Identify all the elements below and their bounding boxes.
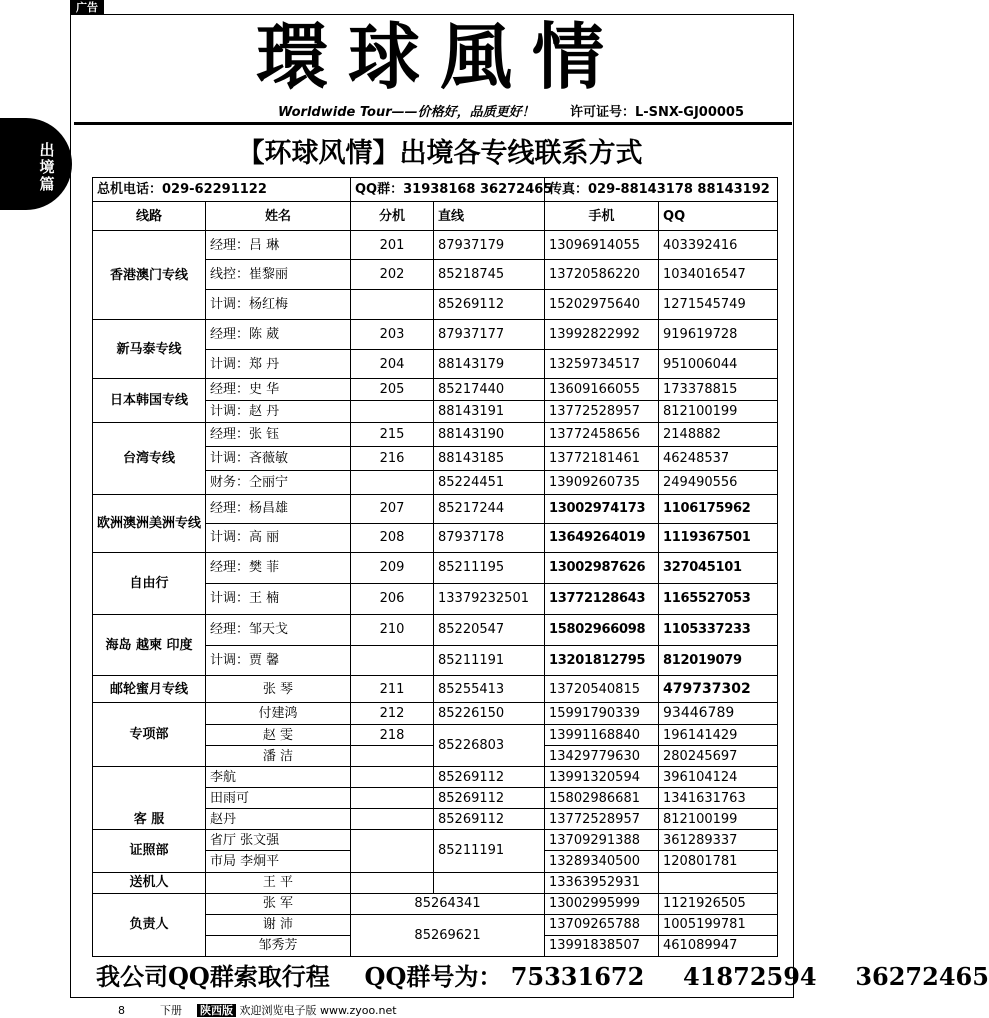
row-qq: 951006044 — [659, 350, 778, 379]
row-mobile: 13201812795 — [545, 646, 659, 676]
row-qq: 1106175962 — [659, 494, 778, 523]
row-ext: 205 — [351, 379, 434, 401]
row-mobile: 13002974173 — [545, 494, 659, 523]
row-name: 经理：史 华 — [206, 379, 351, 401]
col-mobile: 手机 — [545, 202, 659, 231]
row-name: 经理：陈 葳 — [206, 320, 351, 350]
row-mobile: 13429779630 — [545, 746, 659, 767]
qq-banner-text: 我公司QQ群索取行程 — [96, 962, 330, 991]
row-name: 潘 洁 — [206, 746, 351, 767]
brand-logo: 環球風情 — [255, 14, 624, 99]
volume-label: 下册 — [160, 1004, 182, 1017]
page-number: 8 — [118, 1004, 125, 1017]
row-qq: 1105337233 — [659, 614, 778, 645]
col-ext: 分机 — [351, 202, 434, 231]
fax: 传真：029-88143178 88143192 — [545, 178, 778, 202]
ad-label: 广告 — [70, 0, 104, 15]
row-ext: 211 — [351, 676, 434, 703]
route-free: 自由行 — [93, 552, 206, 614]
row-qq: 1005199781 — [659, 914, 778, 935]
row-ext: 208 — [351, 523, 434, 552]
row-mobile: 13772528957 — [545, 401, 659, 422]
row-qq: 812100199 — [659, 401, 778, 422]
route-xmt: 新马泰专线 — [93, 320, 206, 379]
row-line: 88143179 — [434, 350, 545, 379]
row-qq: 461089947 — [659, 935, 778, 956]
row-line: 85269112 — [434, 290, 545, 320]
row-qq: 46248537 — [659, 446, 778, 470]
row-ext — [351, 401, 434, 422]
row-ext — [351, 830, 434, 872]
table-row — [93, 379, 778, 401]
row-qq: 1341631763 — [659, 788, 778, 809]
row-ext: 203 — [351, 320, 434, 350]
row-ext: 209 — [351, 552, 434, 583]
route-island: 海岛 越柬 印度 — [93, 614, 206, 675]
row-name: 计调：吝薇敏 — [206, 446, 351, 470]
row-ext: 218 — [351, 725, 434, 746]
row-qq: 479737302 — [659, 676, 778, 703]
row-line: 85269621 — [351, 914, 545, 956]
row-line: 85255413 — [434, 676, 545, 703]
row-mobile: 13259734517 — [545, 350, 659, 379]
slogan: Worldwide Tour——价格好，品质更好！ — [278, 105, 535, 120]
row-name: 张 军 — [206, 893, 351, 914]
footer-link[interactable]: 欢迎浏览电子版 www.zyoo.net — [239, 1004, 397, 1017]
row-line: 85224451 — [434, 470, 545, 494]
row-line: 88143190 — [434, 422, 545, 446]
row-line: 85264341 — [351, 893, 545, 914]
qq-number: 36272465 — [855, 962, 989, 991]
row-qq: 361289337 — [659, 830, 778, 851]
row-line: 85211191 — [434, 646, 545, 676]
row-ext — [351, 290, 434, 320]
license-number: 许可证号：L-SNX-GJ00005 — [570, 105, 745, 120]
row-line — [434, 872, 545, 893]
row-name: 省厅 张文强 — [206, 830, 351, 851]
row-mobile: 13289340500 — [545, 851, 659, 872]
row-name: 经理：杨昌雄 — [206, 494, 351, 523]
row-name: 赵丹 — [206, 809, 351, 830]
row-line: 85269112 — [434, 767, 545, 788]
row-mobile: 13720586220 — [545, 260, 659, 290]
row-ext — [351, 767, 434, 788]
row-ext — [351, 646, 434, 676]
row-ext: 215 — [351, 422, 434, 446]
row-name: 计调：郑 丹 — [206, 350, 351, 379]
row-line: 85226803 — [434, 725, 545, 767]
row-name: 计调：高 丽 — [206, 523, 351, 552]
route-cruise: 邮轮蜜月专线 — [93, 676, 206, 703]
row-name: 经理：吕 琳 — [206, 231, 351, 260]
row-name: 赵 雯 — [206, 725, 351, 746]
row-qq: 396104124 — [659, 767, 778, 788]
row-name: 经理：张 钰 — [206, 422, 351, 446]
row-qq: 1165527053 — [659, 583, 778, 614]
col-line: 直线 — [434, 202, 545, 231]
row-ext: 216 — [351, 446, 434, 470]
qq-number: 75331672 — [510, 962, 645, 991]
table-row — [93, 676, 778, 703]
row-name: 谢 沛 — [206, 914, 351, 935]
row-mobile: 13096914055 — [545, 231, 659, 260]
row-ext — [351, 470, 434, 494]
row-mobile: 13363952931 — [545, 872, 659, 893]
row-ext: 206 — [351, 583, 434, 614]
row-name: 计调：王 楠 — [206, 583, 351, 614]
row-mobile: 13002987626 — [545, 552, 659, 583]
row-line: 85226150 — [434, 703, 545, 725]
row-qq: 93446789 — [659, 703, 778, 725]
route-hk: 香港澳门专线 — [93, 231, 206, 320]
row-line: 88143185 — [434, 446, 545, 470]
qq-number: 41872594 — [683, 962, 817, 991]
row-qq: 919619728 — [659, 320, 778, 350]
row-line: 87937177 — [434, 320, 545, 350]
row-ext: 212 — [351, 703, 434, 725]
row-mobile: 13909260735 — [545, 470, 659, 494]
row-name: 经理：樊 菲 — [206, 552, 351, 583]
row-qq: 280245697 — [659, 746, 778, 767]
row-mobile: 13772458656 — [545, 422, 659, 446]
row-mobile: 13720540815 — [545, 676, 659, 703]
row-qq: 173378815 — [659, 379, 778, 401]
row-name: 计调：杨红梅 — [206, 290, 351, 320]
table-row — [93, 231, 778, 260]
route-chief: 负责人 — [93, 893, 206, 956]
row-ext — [351, 746, 434, 767]
row-name: 张 琴 — [206, 676, 351, 703]
row-name: 李航 — [206, 767, 351, 788]
row-qq: 327045101 — [659, 552, 778, 583]
row-ext — [351, 809, 434, 830]
masthead-tagline — [278, 101, 745, 120]
route-airport: 送机人 — [93, 872, 206, 893]
row-line: 13379232501 — [434, 583, 545, 614]
table-row — [93, 320, 778, 350]
row-mobile: 13609166055 — [545, 379, 659, 401]
row-name: 付建鸿 — [206, 703, 351, 725]
row-ext: 204 — [351, 350, 434, 379]
row-mobile: 13709291388 — [545, 830, 659, 851]
col-qq: QQ — [659, 202, 778, 231]
table-row — [93, 552, 778, 583]
row-ext: 207 — [351, 494, 434, 523]
route-special: 专项部 — [93, 703, 206, 767]
row-line: 85220547 — [434, 614, 545, 645]
row-line: 85217440 — [434, 379, 545, 401]
table-row — [93, 893, 778, 914]
table-row — [93, 614, 778, 645]
row-name: 经理：邹天戈 — [206, 614, 351, 645]
table-row — [93, 830, 778, 851]
row-mobile: 13992822992 — [545, 320, 659, 350]
row-ext: 201 — [351, 231, 434, 260]
table-row — [93, 767, 778, 788]
row-qq: 403392416 — [659, 231, 778, 260]
contact-table — [92, 177, 778, 957]
header-row — [93, 202, 778, 231]
row-qq: 1119367501 — [659, 523, 778, 552]
row-qq: 249490556 — [659, 470, 778, 494]
route-service: 客 服 — [93, 767, 206, 830]
row-mobile: 15802966098 — [545, 614, 659, 645]
row-qq: 120801781 — [659, 851, 778, 872]
qq-banner-label: QQ群号为： — [364, 962, 503, 991]
row-mobile: 13772128643 — [545, 583, 659, 614]
row-qq — [659, 872, 778, 893]
row-name: 计调：贾 馨 — [206, 646, 351, 676]
masthead-rule — [74, 122, 792, 125]
row-qq: 2148882 — [659, 422, 778, 446]
row-line: 85211195 — [434, 552, 545, 583]
row-mobile: 13772181461 — [545, 446, 659, 470]
row-mobile: 15202975640 — [545, 290, 659, 320]
row-line: 85211191 — [434, 830, 545, 872]
row-name: 田雨可 — [206, 788, 351, 809]
row-name: 财务：仝丽宁 — [206, 470, 351, 494]
row-qq: 1271545749 — [659, 290, 778, 320]
edition-badge: 陕西版 — [197, 1004, 236, 1017]
col-route: 线路 — [93, 202, 206, 231]
row-mobile: 15802986681 — [545, 788, 659, 809]
row-mobile: 13649264019 — [545, 523, 659, 552]
row-mobile: 13991168840 — [545, 725, 659, 746]
table-row — [93, 872, 778, 893]
route-tw: 台湾专线 — [93, 422, 206, 494]
section-tab-label: 出境篇 — [39, 141, 55, 193]
row-line: 85217244 — [434, 494, 545, 523]
table-row — [93, 703, 778, 725]
qq-group: QQ群：31938168 36272465 — [351, 178, 545, 202]
row-name: 线控：崔黎丽 — [206, 260, 351, 290]
row-ext: 202 — [351, 260, 434, 290]
row-name: 市局 李炯平 — [206, 851, 351, 872]
row-line: 87937179 — [434, 231, 545, 260]
row-qq: 1034016547 — [659, 260, 778, 290]
route-eu: 欧洲澳洲美洲专线 — [93, 494, 206, 552]
section-tab[interactable] — [0, 118, 72, 210]
info-row — [93, 178, 778, 202]
row-ext — [351, 872, 434, 893]
row-name: 王 平 — [206, 872, 351, 893]
route-jk: 日本韩国专线 — [93, 379, 206, 422]
row-ext — [351, 788, 434, 809]
row-mobile: 13772528957 — [545, 809, 659, 830]
row-ext: 210 — [351, 614, 434, 645]
row-mobile: 13991320594 — [545, 767, 659, 788]
row-line: 88143191 — [434, 401, 545, 422]
row-qq: 812100199 — [659, 809, 778, 830]
row-name: 计调：赵 丹 — [206, 401, 351, 422]
row-line: 85269112 — [434, 788, 545, 809]
row-mobile: 13002995999 — [545, 893, 659, 914]
row-name: 邹秀芳 — [206, 935, 351, 956]
main-phone: 总机电话：029-62291122 — [93, 178, 351, 202]
table-row — [93, 422, 778, 446]
table-row — [93, 494, 778, 523]
row-mobile: 13991838507 — [545, 935, 659, 956]
page-heading: 【环球风情】出境各专线联系方式 — [237, 138, 643, 169]
row-line: 85218745 — [434, 260, 545, 290]
row-line: 87937178 — [434, 523, 545, 552]
qq-group-banner — [96, 958, 989, 996]
row-qq: 812019079 — [659, 646, 778, 676]
row-qq: 1121926505 — [659, 893, 778, 914]
col-name: 姓名 — [206, 202, 351, 231]
route-visa: 证照部 — [93, 830, 206, 872]
row-line: 85269112 — [434, 809, 545, 830]
row-qq: 196141429 — [659, 725, 778, 746]
row-mobile: 13709265788 — [545, 914, 659, 935]
page-footer — [118, 1002, 397, 1018]
row-mobile: 15991790339 — [545, 703, 659, 725]
